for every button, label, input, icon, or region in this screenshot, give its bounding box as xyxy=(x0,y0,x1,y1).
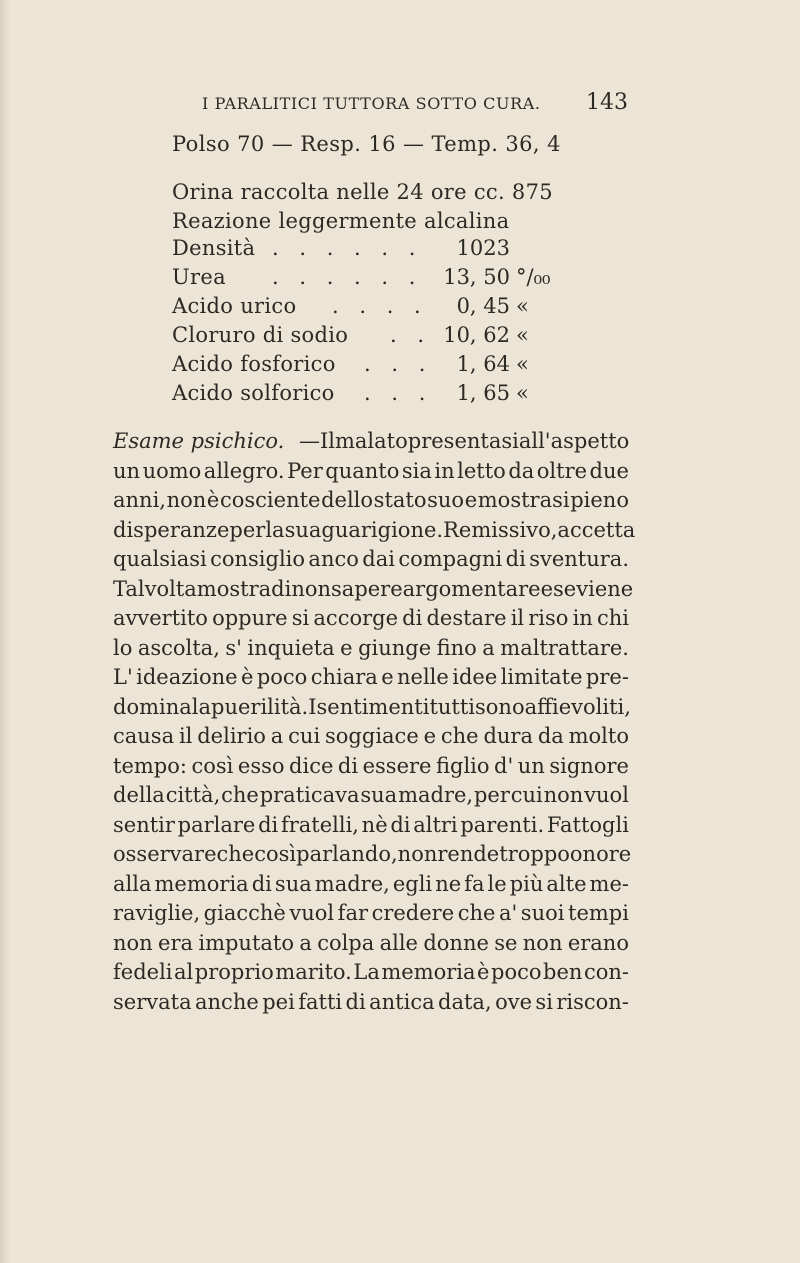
urine-volume-line: Orina raccolta nelle 24 ore cc. 875 xyxy=(172,180,553,204)
word: dello xyxy=(321,488,374,512)
word: parlare xyxy=(177,812,256,837)
word: causa xyxy=(113,724,175,748)
word: al xyxy=(174,960,194,984)
word: lo xyxy=(113,635,133,660)
word: madre, xyxy=(314,871,390,896)
word: data, xyxy=(438,989,492,1014)
word: un xyxy=(113,458,141,483)
urine-row-unit: « xyxy=(516,381,529,405)
word: compagni xyxy=(398,547,503,571)
word: se xyxy=(553,576,577,601)
urine-row-label: Urea xyxy=(172,265,226,289)
word: nè xyxy=(361,812,388,837)
word: le xyxy=(487,871,507,896)
word: pre- xyxy=(585,665,629,689)
text-line xyxy=(113,575,634,605)
urine-row xyxy=(172,236,572,265)
word: letto xyxy=(457,458,506,483)
word: soggiace xyxy=(325,724,419,748)
leader-dots: . . xyxy=(390,323,432,347)
word: fratelli, xyxy=(280,812,359,837)
leader-dots: . . . xyxy=(364,381,433,405)
word: così xyxy=(191,753,234,778)
word: suoi xyxy=(520,901,565,925)
word: in xyxy=(572,606,593,630)
word: cui xyxy=(510,783,543,807)
word: per xyxy=(229,517,266,542)
word: nelle xyxy=(397,665,449,689)
word: troppo xyxy=(499,842,570,866)
text-line xyxy=(113,516,636,546)
urine-row-value: 13, 50 xyxy=(443,265,510,289)
word: ben xyxy=(543,960,583,984)
urine-reaction-line: Reazione leggermente alcalina xyxy=(172,209,510,233)
urine-row-label: Densità xyxy=(172,236,256,260)
urine-row-value: 1, 65 xyxy=(456,381,510,405)
word: a' xyxy=(498,901,518,925)
word: argomentare xyxy=(402,576,541,601)
text-line xyxy=(113,722,629,752)
word: cosciente xyxy=(219,488,321,512)
word: me- xyxy=(589,871,629,896)
word: con- xyxy=(583,960,629,984)
word: parenti. xyxy=(460,812,545,837)
urine-analysis-table xyxy=(172,236,572,410)
word: sentir xyxy=(113,812,175,837)
word: sua xyxy=(274,871,312,896)
word: di xyxy=(402,606,423,630)
word: d' xyxy=(494,753,514,778)
word: egli xyxy=(392,871,433,896)
word: per xyxy=(473,783,510,807)
word: fa xyxy=(464,871,485,896)
word: delirio xyxy=(197,724,266,748)
word: che xyxy=(440,724,479,748)
word: essere xyxy=(362,753,432,778)
running-title: I PARALITICI TUTTORA SOTTO CURA. xyxy=(202,94,541,113)
word: alla xyxy=(113,871,152,896)
word: da xyxy=(537,724,564,748)
text-line xyxy=(113,457,629,487)
urine-row-label: Acido solforico xyxy=(172,381,335,405)
word: si xyxy=(291,606,310,630)
word: a xyxy=(270,724,284,748)
word: di xyxy=(258,812,279,837)
word: memoria xyxy=(381,960,476,984)
word: e xyxy=(381,665,394,689)
word: tutti xyxy=(429,694,475,719)
text-line xyxy=(113,604,629,634)
word: è xyxy=(477,960,490,984)
word: raviglie, xyxy=(113,901,201,925)
word: anni, xyxy=(113,488,166,512)
text-line xyxy=(113,988,629,1018)
word: la xyxy=(191,694,212,719)
urine-row-label: Acido urico xyxy=(172,294,297,318)
word: Il xyxy=(319,429,335,453)
word: figlio xyxy=(436,753,490,778)
word: speranze xyxy=(133,517,230,542)
word: giacchè xyxy=(203,901,286,925)
word: giunge xyxy=(358,635,432,660)
urine-row xyxy=(172,381,572,410)
word: credere xyxy=(371,901,455,925)
running-head xyxy=(172,90,628,118)
word: Talvolta xyxy=(113,576,197,601)
urine-row-label: Acido fosforico xyxy=(172,352,336,376)
word: il xyxy=(178,724,193,748)
word: I xyxy=(308,694,317,719)
word: stato xyxy=(373,488,427,512)
word: la xyxy=(265,517,285,542)
word: di xyxy=(113,517,134,542)
text-line xyxy=(113,545,629,575)
word: non xyxy=(291,576,332,601)
word: osservare xyxy=(113,842,217,866)
word: far xyxy=(337,901,369,925)
urine-intro xyxy=(172,178,592,236)
word: allegro. xyxy=(203,458,285,483)
word: altri xyxy=(413,812,458,837)
word: signore xyxy=(549,753,629,778)
word: mostrasi xyxy=(477,488,570,512)
word: qualsiasi xyxy=(113,547,207,571)
word: che xyxy=(457,901,496,925)
word: cui xyxy=(288,724,321,748)
leader-dots: . . . . . . xyxy=(272,236,423,260)
word: non xyxy=(113,930,153,955)
word: due xyxy=(589,458,629,483)
text-line xyxy=(113,427,629,457)
text-line xyxy=(113,486,629,516)
word: pieno xyxy=(570,488,629,512)
word: che xyxy=(221,783,259,807)
word: di xyxy=(251,871,272,896)
word: poco xyxy=(256,665,308,689)
word: di xyxy=(271,576,292,601)
word: è xyxy=(240,665,254,689)
text-line xyxy=(113,899,629,929)
word: mostra xyxy=(196,576,272,601)
urine-row-value: 1, 64 xyxy=(456,352,510,376)
text-line xyxy=(113,663,629,693)
word: inquieta xyxy=(247,635,335,660)
word: il xyxy=(510,606,525,630)
word: L' xyxy=(113,665,133,689)
word: domina xyxy=(113,694,192,719)
word: e xyxy=(340,635,353,660)
word: dai xyxy=(362,547,395,571)
word: riso xyxy=(528,606,569,630)
word: madre, xyxy=(398,783,474,807)
word: praticava xyxy=(259,783,360,807)
urine-row xyxy=(172,265,572,294)
exam-paragraph xyxy=(113,427,636,1017)
word: di xyxy=(390,812,411,837)
urine-row-unit: °/₀₀ xyxy=(516,265,551,289)
word: sventura. xyxy=(529,547,629,571)
word: erano xyxy=(567,930,629,955)
word: limitate xyxy=(500,665,583,689)
text-line xyxy=(113,929,629,959)
word: esso xyxy=(237,753,285,778)
word: avvertito xyxy=(113,606,208,630)
urine-row-value: 1023 xyxy=(456,236,510,260)
word: chiara xyxy=(310,665,378,689)
word: sono xyxy=(475,694,525,719)
word: si xyxy=(535,989,553,1014)
word: poco xyxy=(491,960,542,984)
word: se xyxy=(494,930,518,955)
word: ideazione xyxy=(136,665,238,689)
word: riscon- xyxy=(556,989,629,1014)
leader-dots: . . . xyxy=(364,352,433,376)
word: antica xyxy=(369,989,435,1014)
word: fino xyxy=(436,635,477,660)
word: suo xyxy=(427,488,465,512)
word: di xyxy=(345,989,366,1014)
word: in xyxy=(434,458,455,483)
word: sapere xyxy=(331,576,403,601)
word: viene xyxy=(576,576,634,601)
word: e xyxy=(540,576,554,601)
word: s' xyxy=(225,635,242,660)
word: — xyxy=(298,429,320,453)
word: onore xyxy=(569,842,632,866)
word: tempo: xyxy=(113,753,187,778)
word: anche xyxy=(195,989,259,1014)
word: di xyxy=(337,753,359,778)
word: Remissivo, xyxy=(443,517,558,542)
word: consiglio xyxy=(210,547,306,571)
urine-row xyxy=(172,323,572,352)
leader-dots: . . . . xyxy=(332,294,428,318)
word: accorge xyxy=(313,606,399,630)
word: accetta xyxy=(557,517,636,542)
word: ove xyxy=(495,989,532,1014)
word: colpa xyxy=(317,930,375,955)
urine-row-value: 0, 45 xyxy=(456,294,510,318)
word: dice xyxy=(289,753,334,778)
urine-row xyxy=(172,294,572,323)
word: città, xyxy=(165,783,221,807)
text-line xyxy=(113,781,629,811)
word: tempi xyxy=(568,901,629,925)
word: dura xyxy=(483,724,533,748)
word: fatti xyxy=(298,989,343,1014)
urine-row-value: 10, 62 xyxy=(443,323,510,347)
vitals-line: Polso 70 — Resp. 16 — Temp. 36, 4 xyxy=(172,132,561,156)
word: vuol xyxy=(289,901,335,925)
text-line xyxy=(113,870,629,900)
word: più xyxy=(509,871,544,896)
word: pei xyxy=(262,989,295,1014)
word: chi xyxy=(596,606,629,630)
word: ne xyxy=(435,871,462,896)
word: memoria xyxy=(154,871,249,896)
word: oppure xyxy=(212,606,288,630)
text-line xyxy=(113,634,629,664)
word: Per xyxy=(287,458,323,483)
word: parlando, xyxy=(296,842,398,866)
word: uomo xyxy=(142,458,202,483)
word: anco xyxy=(308,547,359,571)
word: da xyxy=(508,458,535,483)
word: idee xyxy=(452,665,498,689)
word: che xyxy=(216,842,255,866)
word: alle xyxy=(379,930,418,955)
word: imputato xyxy=(198,930,294,955)
word: e xyxy=(464,488,478,512)
word: proprio xyxy=(194,960,274,984)
page-number: 143 xyxy=(586,90,628,115)
word: e xyxy=(423,724,437,748)
word: ascolta, xyxy=(137,635,220,660)
word: sua xyxy=(284,517,322,542)
exam-heading: Esame psichico. xyxy=(113,429,285,453)
word: vuol xyxy=(584,783,629,807)
word: donne xyxy=(423,930,489,955)
word: alte xyxy=(546,871,587,896)
word: della xyxy=(113,783,165,807)
word: destare xyxy=(426,606,507,630)
word: sentimenti xyxy=(316,694,430,719)
text-line xyxy=(113,693,629,723)
word: sua xyxy=(360,783,398,807)
text-line xyxy=(113,840,632,870)
page-edge-shadow xyxy=(0,0,10,1263)
word: puerilità. xyxy=(211,694,309,719)
word: La xyxy=(353,960,380,984)
text-line xyxy=(113,752,629,782)
word: malato xyxy=(335,429,408,453)
word: a xyxy=(299,930,312,955)
word: affievoliti, xyxy=(524,694,631,719)
urine-row-unit: « xyxy=(516,323,529,347)
word: sia xyxy=(401,458,432,483)
word: non xyxy=(166,488,207,512)
word: era xyxy=(158,930,194,955)
word: così xyxy=(254,842,297,866)
word: un xyxy=(517,753,545,778)
leader-dots: . . . . . . xyxy=(272,265,423,289)
word: aspetto xyxy=(550,429,630,453)
word: non xyxy=(397,842,438,866)
word: fedeli xyxy=(113,960,173,984)
urine-row xyxy=(172,352,572,381)
text-line xyxy=(113,811,629,841)
word: oltre xyxy=(536,458,588,483)
word: a xyxy=(482,635,495,660)
word: Fattogli xyxy=(546,812,629,837)
word: non xyxy=(543,783,584,807)
word: molto xyxy=(568,724,629,748)
word: guarigione. xyxy=(321,517,444,542)
word: servata xyxy=(113,989,192,1014)
word: quanto xyxy=(325,458,400,483)
urine-row-label: Cloruro di sodio xyxy=(172,323,349,347)
word: non xyxy=(522,930,563,955)
urine-row-unit: « xyxy=(516,352,529,376)
text-line xyxy=(113,958,629,988)
word: presentasi xyxy=(407,429,519,453)
word: rende xyxy=(437,842,500,866)
word: è xyxy=(206,488,220,512)
word: maltrattare. xyxy=(500,635,629,660)
word: di xyxy=(505,547,526,571)
word: marito. xyxy=(275,960,352,984)
word: all' xyxy=(518,429,551,453)
text-line-content xyxy=(299,427,629,457)
urine-row-unit: « xyxy=(516,294,529,318)
